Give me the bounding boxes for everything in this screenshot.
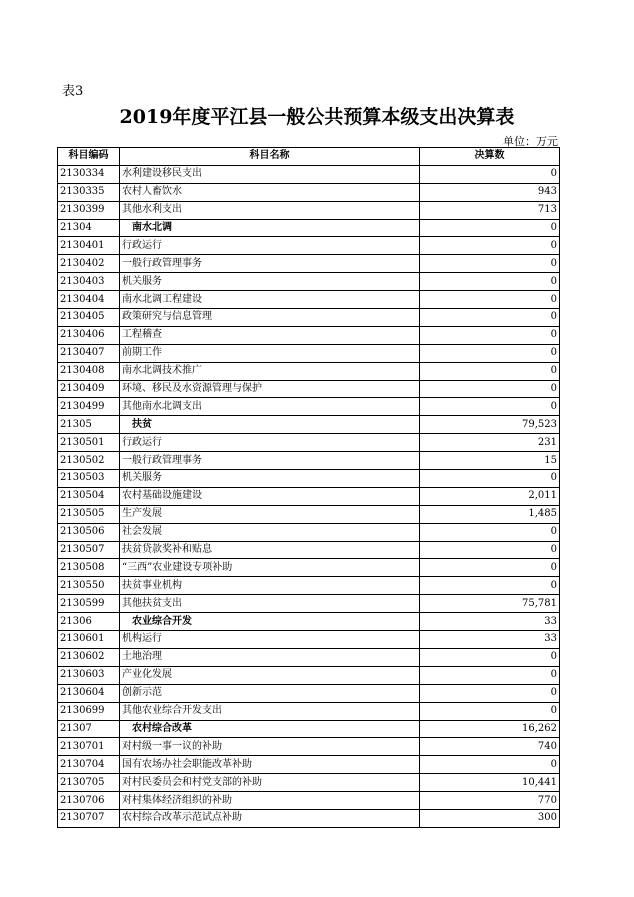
name-cell: 南水北调工程建设 xyxy=(120,291,420,309)
budget-table xyxy=(57,147,560,828)
name-cell: 政策研究与信息管理 xyxy=(120,309,420,327)
name-cell: 其他南水北调支出 xyxy=(120,398,420,416)
code-cell: 21306 xyxy=(58,613,120,631)
code-cell: 2130406 xyxy=(58,326,120,344)
code-cell: 2130599 xyxy=(58,595,120,613)
code-cell: 2130404 xyxy=(58,291,120,309)
amount-cell: 79,523 xyxy=(420,416,560,434)
name-cell: 一般行政管理事务 xyxy=(120,255,420,273)
category-row xyxy=(58,720,560,738)
name-cell: 对村级一事一议的补助 xyxy=(120,738,420,756)
table-row xyxy=(58,398,560,416)
name-cell: 农村人畜饮水 xyxy=(120,183,420,201)
amount-cell: 33 xyxy=(420,631,560,649)
code-cell: 2130403 xyxy=(58,273,120,291)
table-row xyxy=(58,237,560,255)
table-row xyxy=(58,362,560,380)
amount-cell: 0 xyxy=(420,380,560,398)
code-cell: 2130504 xyxy=(58,487,120,505)
amount-cell: 2,011 xyxy=(420,487,560,505)
table-header xyxy=(58,148,560,166)
code-cell: 2130705 xyxy=(58,774,120,792)
code-cell: 2130334 xyxy=(58,165,120,183)
name-cell: 农业综合开发 xyxy=(120,613,420,631)
name-cell: 农村综合改革示范试点补助 xyxy=(120,809,420,827)
amount-cell: 75,781 xyxy=(420,595,560,613)
amount-cell: 0 xyxy=(420,541,560,559)
table-row xyxy=(58,273,560,291)
amount-cell: 943 xyxy=(420,183,560,201)
code-cell: 2130507 xyxy=(58,541,120,559)
code-cell: 2130409 xyxy=(58,380,120,398)
amount-cell: 0 xyxy=(420,523,560,541)
amount-cell: 10,441 xyxy=(420,774,560,792)
code-cell: 2130603 xyxy=(58,666,120,684)
name-cell: 农村基础设施建设 xyxy=(120,487,420,505)
code-cell: 21305 xyxy=(58,416,120,434)
table-row xyxy=(58,201,560,219)
name-cell: 其他水利支出 xyxy=(120,201,420,219)
table-row xyxy=(58,595,560,613)
code-cell: 21304 xyxy=(58,219,120,237)
table-row xyxy=(58,809,560,827)
amount-cell: 0 xyxy=(420,291,560,309)
table-row xyxy=(58,666,560,684)
table-row xyxy=(58,648,560,666)
header-amount: 决算数 xyxy=(420,148,560,166)
table-row xyxy=(58,559,560,577)
table-row xyxy=(58,380,560,398)
amount-cell: 0 xyxy=(420,326,560,344)
amount-cell: 33 xyxy=(420,613,560,631)
amount-cell: 0 xyxy=(420,470,560,488)
code-cell: 2130699 xyxy=(58,702,120,720)
name-cell: 对村民委员会和村党支部的补助 xyxy=(120,774,420,792)
table-row xyxy=(58,702,560,720)
code-cell: 2130402 xyxy=(58,255,120,273)
name-cell: 行政运行 xyxy=(120,237,420,255)
code-cell: 2130401 xyxy=(58,237,120,255)
code-cell: 2130399 xyxy=(58,201,120,219)
table-row xyxy=(58,291,560,309)
amount-cell: 0 xyxy=(420,756,560,774)
table-row xyxy=(58,577,560,595)
name-cell: 机关服务 xyxy=(120,470,420,488)
name-cell: 水利建设移民支出 xyxy=(120,165,420,183)
code-cell: 2130707 xyxy=(58,809,120,827)
table-row xyxy=(58,738,560,756)
table-row xyxy=(58,344,560,362)
amount-cell: 0 xyxy=(420,237,560,255)
table-row xyxy=(58,684,560,702)
name-cell: 农村综合改革 xyxy=(120,720,420,738)
amount-cell: 0 xyxy=(420,398,560,416)
amount-cell: 0 xyxy=(420,559,560,577)
table-row xyxy=(58,774,560,792)
code-cell: 2130501 xyxy=(58,434,120,452)
table-row xyxy=(58,470,560,488)
amount-cell: 0 xyxy=(420,684,560,702)
code-cell: 2130407 xyxy=(58,344,120,362)
name-cell: 机关服务 xyxy=(120,273,420,291)
name-cell: 生产发展 xyxy=(120,505,420,523)
amount-cell: 0 xyxy=(420,577,560,595)
name-cell: 国有农场办社会职能改革补助 xyxy=(120,756,420,774)
amount-cell: 713 xyxy=(420,201,560,219)
code-cell: 2130405 xyxy=(58,309,120,327)
name-cell: 扶贫事业机构 xyxy=(120,577,420,595)
code-cell: 2130704 xyxy=(58,756,120,774)
table-row xyxy=(58,505,560,523)
code-cell: 2130701 xyxy=(58,738,120,756)
unit-label: 单位：万元 xyxy=(503,135,558,148)
code-cell: 2130508 xyxy=(58,559,120,577)
code-cell: 2130550 xyxy=(58,577,120,595)
header-code: 科目编码 xyxy=(58,148,120,166)
name-cell: 土地治理 xyxy=(120,648,420,666)
name-cell: 环境、移民及水资源管理与保护 xyxy=(120,380,420,398)
amount-cell: 0 xyxy=(420,362,560,380)
amount-cell: 0 xyxy=(420,344,560,362)
amount-cell: 0 xyxy=(420,702,560,720)
name-cell: 创新示范 xyxy=(120,684,420,702)
table-row xyxy=(58,452,560,470)
name-cell: 机构运行 xyxy=(120,631,420,649)
code-cell: 2130602 xyxy=(58,648,120,666)
table-body xyxy=(58,165,560,827)
category-row xyxy=(58,613,560,631)
amount-cell: 740 xyxy=(420,738,560,756)
code-cell: 2130335 xyxy=(58,183,120,201)
amount-cell: 0 xyxy=(420,648,560,666)
table-row xyxy=(58,434,560,452)
name-cell: 行政运行 xyxy=(120,434,420,452)
amount-cell: 15 xyxy=(420,452,560,470)
amount-cell: 1,485 xyxy=(420,505,560,523)
name-cell: 前期工作 xyxy=(120,344,420,362)
name-cell: 扶贫贷款奖补和贴息 xyxy=(120,541,420,559)
table-row xyxy=(58,326,560,344)
code-cell: 2130502 xyxy=(58,452,120,470)
header-row xyxy=(58,148,560,166)
amount-cell: 16,262 xyxy=(420,720,560,738)
name-cell: 扶贫 xyxy=(120,416,420,434)
code-cell: 2130506 xyxy=(58,523,120,541)
code-cell: 2130706 xyxy=(58,792,120,810)
category-row xyxy=(58,416,560,434)
table-number-label: 表3 xyxy=(62,84,84,99)
code-cell: 2130408 xyxy=(58,362,120,380)
name-cell: 工程稽查 xyxy=(120,326,420,344)
name-cell: 南水北调技术推广 xyxy=(120,362,420,380)
header-name: 科目名称 xyxy=(120,148,420,166)
name-cell: 一般行政管理事务 xyxy=(120,452,420,470)
name-cell: 其他扶贫支出 xyxy=(120,595,420,613)
amount-cell: 0 xyxy=(420,165,560,183)
name-cell: “三西”农业建设专项补助 xyxy=(120,559,420,577)
table-row xyxy=(58,631,560,649)
table-row xyxy=(58,165,560,183)
amount-cell: 0 xyxy=(420,666,560,684)
amount-cell: 0 xyxy=(420,255,560,273)
table-row xyxy=(58,183,560,201)
table-row xyxy=(58,756,560,774)
amount-cell: 0 xyxy=(420,273,560,291)
name-cell: 南水北调 xyxy=(120,219,420,237)
code-cell: 2130601 xyxy=(58,631,120,649)
name-cell: 其他农业综合开发支出 xyxy=(120,702,420,720)
amount-cell: 0 xyxy=(420,219,560,237)
code-cell: 21307 xyxy=(58,720,120,738)
code-cell: 2130604 xyxy=(58,684,120,702)
amount-cell: 231 xyxy=(420,434,560,452)
table-row xyxy=(58,255,560,273)
code-cell: 2130505 xyxy=(58,505,120,523)
name-cell: 对村集体经济组织的补助 xyxy=(120,792,420,810)
code-cell: 2130503 xyxy=(58,470,120,488)
page-title: 2019年度平江县一般公共预算本级支出决算表 xyxy=(119,106,515,128)
amount-cell: 300 xyxy=(420,809,560,827)
table-row xyxy=(58,523,560,541)
amount-cell: 0 xyxy=(420,309,560,327)
table-row xyxy=(58,487,560,505)
category-row xyxy=(58,219,560,237)
table-row xyxy=(58,541,560,559)
name-cell: 产业化发展 xyxy=(120,666,420,684)
amount-cell: 770 xyxy=(420,792,560,810)
table-row xyxy=(58,792,560,810)
table-row xyxy=(58,309,560,327)
code-cell: 2130499 xyxy=(58,398,120,416)
name-cell: 社会发展 xyxy=(120,523,420,541)
